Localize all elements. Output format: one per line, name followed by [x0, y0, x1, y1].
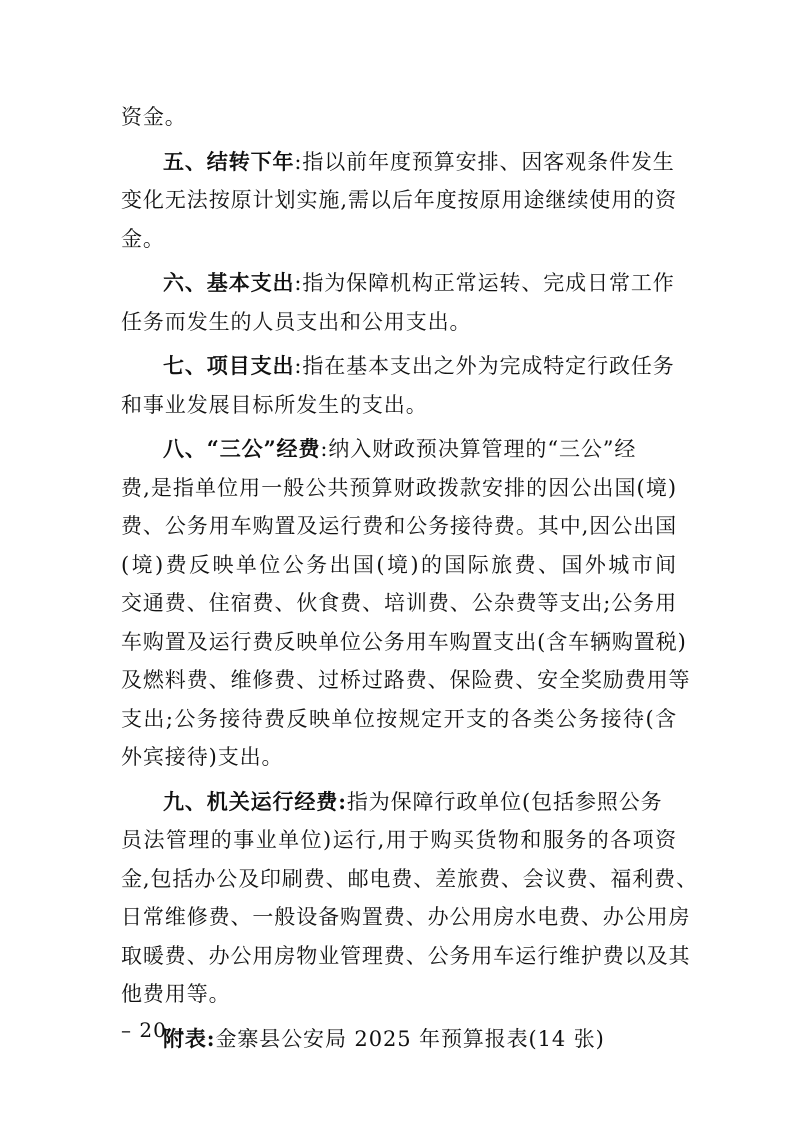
line-text: 任务而发生的人员支出和公用支出。: [121, 309, 472, 334]
body-text: [121, 98, 698, 1058]
line-text: 指为保障行政单位(包括参照公务: [346, 789, 663, 814]
line-text: :指在基本支出之外为完成特定行政任务: [294, 354, 675, 378]
line-text: 他费用等。: [121, 982, 231, 1006]
body-line: [121, 98, 677, 137]
body-line: [121, 623, 687, 662]
line-text: 员法管理的事业单位)运行,用于购买货物和服务的各项资: [121, 828, 677, 852]
line-text: 交通费、住宿费、伙食费、培训费、公杂费等支出;公务用: [121, 591, 677, 615]
body-line: [121, 181, 677, 220]
definition-operating-expenses: [121, 783, 677, 822]
body-line: [121, 386, 677, 425]
body-line: [121, 507, 677, 546]
definition-three-public-expenses: [121, 430, 677, 469]
body-line: [121, 303, 677, 342]
body-line: [121, 469, 677, 508]
body-line: [121, 584, 677, 623]
line-text: 变化无法按原计划实施,需以后年度按原用途继续使用的资: [121, 188, 677, 212]
line-text: 车购置及运行费反映单位公务用车购置支出(含车辆购置税): [121, 629, 687, 654]
line-text: 费,是指单位用一般公共预算财政拨款安排的因公出国(境): [121, 475, 677, 500]
line-text: :指以前年度预算安排、因客观条件发生: [294, 149, 675, 174]
line-text: 金寨县公安局 2025 年预算报表(14 张): [215, 1026, 605, 1051]
body-line: [121, 220, 677, 259]
line-text: 和事业发展目标所发生的支出。: [121, 392, 428, 417]
body-line: [121, 738, 677, 777]
line-text: 费、公务用车购置及运行费和公务接待费。其中,因公出国: [121, 514, 677, 538]
body-line: [121, 546, 677, 585]
attachment-note: [121, 1020, 677, 1059]
term-heading: 九、机关运行经费:: [163, 788, 347, 814]
line-text: 日常维修费、一般设备购置费、办公用房水电费、办公用房: [121, 905, 691, 929]
term-heading: 六、基本支出: [163, 270, 295, 295]
body-line: [121, 898, 691, 937]
line-text: (境)费反映单位公务出国(境)的国际旅费、国外城市间: [121, 552, 677, 577]
body-line: [121, 661, 691, 700]
line-text: 资金。: [121, 105, 187, 129]
page-number: – 20 –: [121, 1018, 186, 1042]
term-heading: 五、结转下年: [163, 148, 295, 174]
body-line: [121, 975, 677, 1014]
definition-project-expenditure: [121, 347, 677, 386]
line-text: 外宾接待)支出。: [121, 745, 284, 769]
term-heading: 七、项目支出: [163, 353, 295, 378]
line-text: :纳入财政预决算管理的“三公”经: [320, 437, 637, 461]
line-text: 金。: [121, 226, 165, 251]
body-line: [121, 700, 677, 739]
line-text: 金,包括办公及印刷费、邮电费、差旅费、会议费、福利费、: [121, 866, 698, 891]
line-text: :指为保障机构正常运转、完成日常工作: [294, 271, 675, 295]
body-line: [121, 937, 691, 976]
line-text: 支出;公务接待费反映单位按规定开支的各类公务接待(含: [121, 706, 677, 731]
line-text: 取暖费、办公用房物业管理费、公务用车运行维护费以及其: [121, 943, 691, 968]
term-heading: 附表:: [163, 1025, 216, 1051]
definition-carryover: [121, 143, 677, 182]
line-text: 及燃料费、维修费、过桥过路费、保险费、安全奖励费用等: [121, 668, 691, 692]
body-line: [121, 860, 698, 899]
term-heading: 八、“三公”经费: [163, 436, 321, 461]
definition-basic-expenditure: [121, 264, 677, 303]
body-line: [121, 821, 677, 860]
